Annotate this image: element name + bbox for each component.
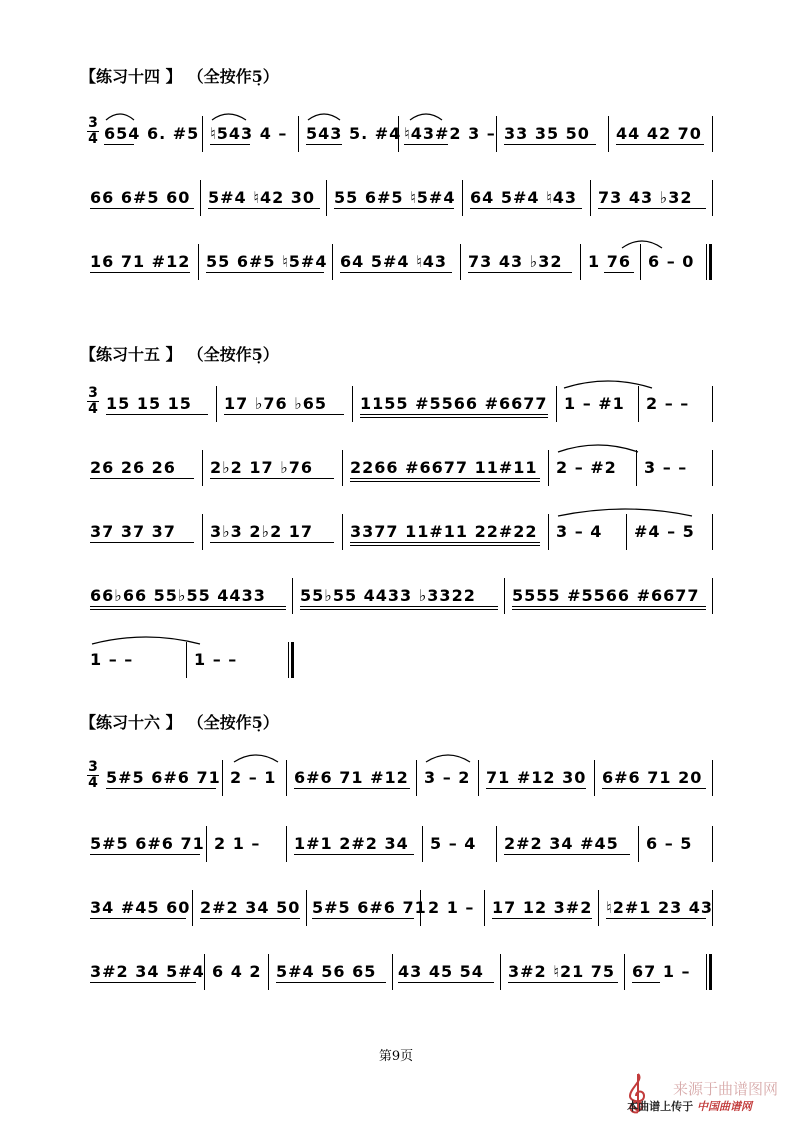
measure: 43 45 54 <box>398 962 484 981</box>
measure: 3377 11#11 22#22 <box>350 522 538 541</box>
time-signature <box>86 386 100 417</box>
measure: 17 ♭76 ♭65 <box>224 394 328 413</box>
measure: 3 – 4 <box>556 522 603 541</box>
measure: 654 6. #5 <box>104 124 200 143</box>
measure: 26 26 26 <box>90 458 176 477</box>
measure: 1 – – <box>194 650 238 669</box>
fingering-note: （全按作5̣） <box>195 713 279 732</box>
measure: 2 – #2 <box>556 458 617 477</box>
measure: 5#4 56 65 <box>276 962 377 981</box>
time-signature-top: 3 <box>88 759 98 775</box>
measure: 1 – – <box>90 650 134 669</box>
measure: 15 15 15 <box>106 394 192 413</box>
measure: 5#5 6#6 71 <box>312 898 427 917</box>
measure: 33 35 50 <box>504 124 590 143</box>
time-signature-bottom: 4 <box>88 131 98 147</box>
measure: 1 76 <box>588 252 631 271</box>
measure: 64 5#4 ♮43 <box>340 252 448 271</box>
measure: 2 1 – <box>428 898 475 917</box>
measure: 6 – 5 <box>646 834 693 853</box>
measure: 6 4 2 <box>212 962 262 981</box>
score-system <box>86 826 714 870</box>
measure: ♮43#2 3 – <box>404 124 496 143</box>
exercise-14-heading <box>80 64 279 87</box>
watermark-brand: 中国曲谱网 <box>697 1100 752 1113</box>
score-system <box>86 116 714 160</box>
time-signature-bottom: 4 <box>88 401 98 417</box>
measure: 3 – 2 <box>424 768 471 787</box>
watermark-source: 来源于曲谱图网 <box>672 1080 778 1098</box>
measure: 55 6#5 ♮5#4 <box>334 188 456 207</box>
exercise-15-heading <box>80 342 279 365</box>
measure: 2#2 34 50 <box>200 898 301 917</box>
measure: 55♭55 4433 ♭3322 <box>300 586 476 605</box>
measure: ♮2#1 23 43 <box>606 898 714 917</box>
time-signature-bottom: 4 <box>88 775 98 791</box>
time-signature <box>86 760 100 791</box>
measure: 66♭66 55♭55 4433 <box>90 586 266 605</box>
measure: 66 6#5 60 <box>90 188 191 207</box>
measure: 44 42 70 <box>616 124 702 143</box>
measure: 3#2 34 5#4 <box>90 962 205 981</box>
measure: 37 37 37 <box>90 522 176 541</box>
measure: 64 5#4 ♮43 <box>470 188 578 207</box>
score-system <box>86 954 714 998</box>
score-system <box>86 450 714 494</box>
measure: 73 43 ♭32 <box>598 188 693 207</box>
measure: 17 12 3#2 <box>492 898 593 917</box>
measure: 2♭2 17 ♭76 <box>210 458 314 477</box>
fingering-note: （全按作5̣） <box>195 345 279 364</box>
page-number: 第9页 <box>378 1049 414 1064</box>
measure: 2266 #6677 11#11 <box>350 458 538 477</box>
score-system <box>86 890 714 934</box>
score-system <box>86 642 714 686</box>
score-system <box>86 760 714 804</box>
score-system <box>86 180 714 224</box>
time-signature-top: 3 <box>88 115 98 131</box>
measure: 2 1 – <box>214 834 261 853</box>
measure: #4 – 5 <box>634 522 695 541</box>
measure: 1#1 2#2 34 <box>294 834 409 853</box>
exercise-title: 【练习十五 】 <box>80 345 182 364</box>
measure: 34 #45 60 <box>90 898 191 917</box>
measure: 5#5 6#6 71 <box>90 834 205 853</box>
measure: 2 – – <box>646 394 690 413</box>
exercise-title: 【练习十四 】 <box>80 67 182 86</box>
measure: 16 71 #12 <box>90 252 191 271</box>
measure: 3#2 ♮21 75 <box>508 962 616 981</box>
measure: 73 43 ♭32 <box>468 252 563 271</box>
measure: 2#2 34 #45 <box>504 834 619 853</box>
score-system <box>86 386 714 430</box>
measure: 6#6 71 #12 <box>294 768 409 787</box>
score-system <box>86 578 714 622</box>
measure: 3♭3 2♭2 17 <box>210 522 314 541</box>
measure: 5 – 4 <box>430 834 477 853</box>
watermark-credit <box>627 1098 752 1114</box>
score-system <box>86 514 714 558</box>
measure: ♮543 4 – <box>210 124 288 143</box>
measure: 55 6#5 ♮5#4 <box>206 252 328 271</box>
measure: 5555 #5566 #6677 <box>512 586 700 605</box>
exercise-title: 【练习十六 】 <box>80 713 182 732</box>
measure: 1155 #5566 #6677 <box>360 394 548 413</box>
score-system <box>86 244 714 288</box>
fingering-note: （全按作5̣） <box>195 67 279 86</box>
measure: 67 1 – <box>632 962 691 981</box>
measure: 543 5. #4 <box>306 124 402 143</box>
measure: 1 – #1 <box>564 394 625 413</box>
measure: 2 – 1 <box>230 768 277 787</box>
time-signature-top: 3 <box>88 385 98 401</box>
measure: 5#4 ♮42 30 <box>208 188 316 207</box>
measure: 6 – 0 <box>648 252 695 271</box>
measure: 6#6 71 20 <box>602 768 703 787</box>
exercise-16-heading <box>80 710 279 733</box>
measure: 5#5 6#6 71 <box>106 768 221 787</box>
watermark-credit-text: 本曲谱上传于 <box>627 1100 694 1113</box>
measure: 71 #12 30 <box>486 768 587 787</box>
measure: 3 – – <box>644 458 688 477</box>
